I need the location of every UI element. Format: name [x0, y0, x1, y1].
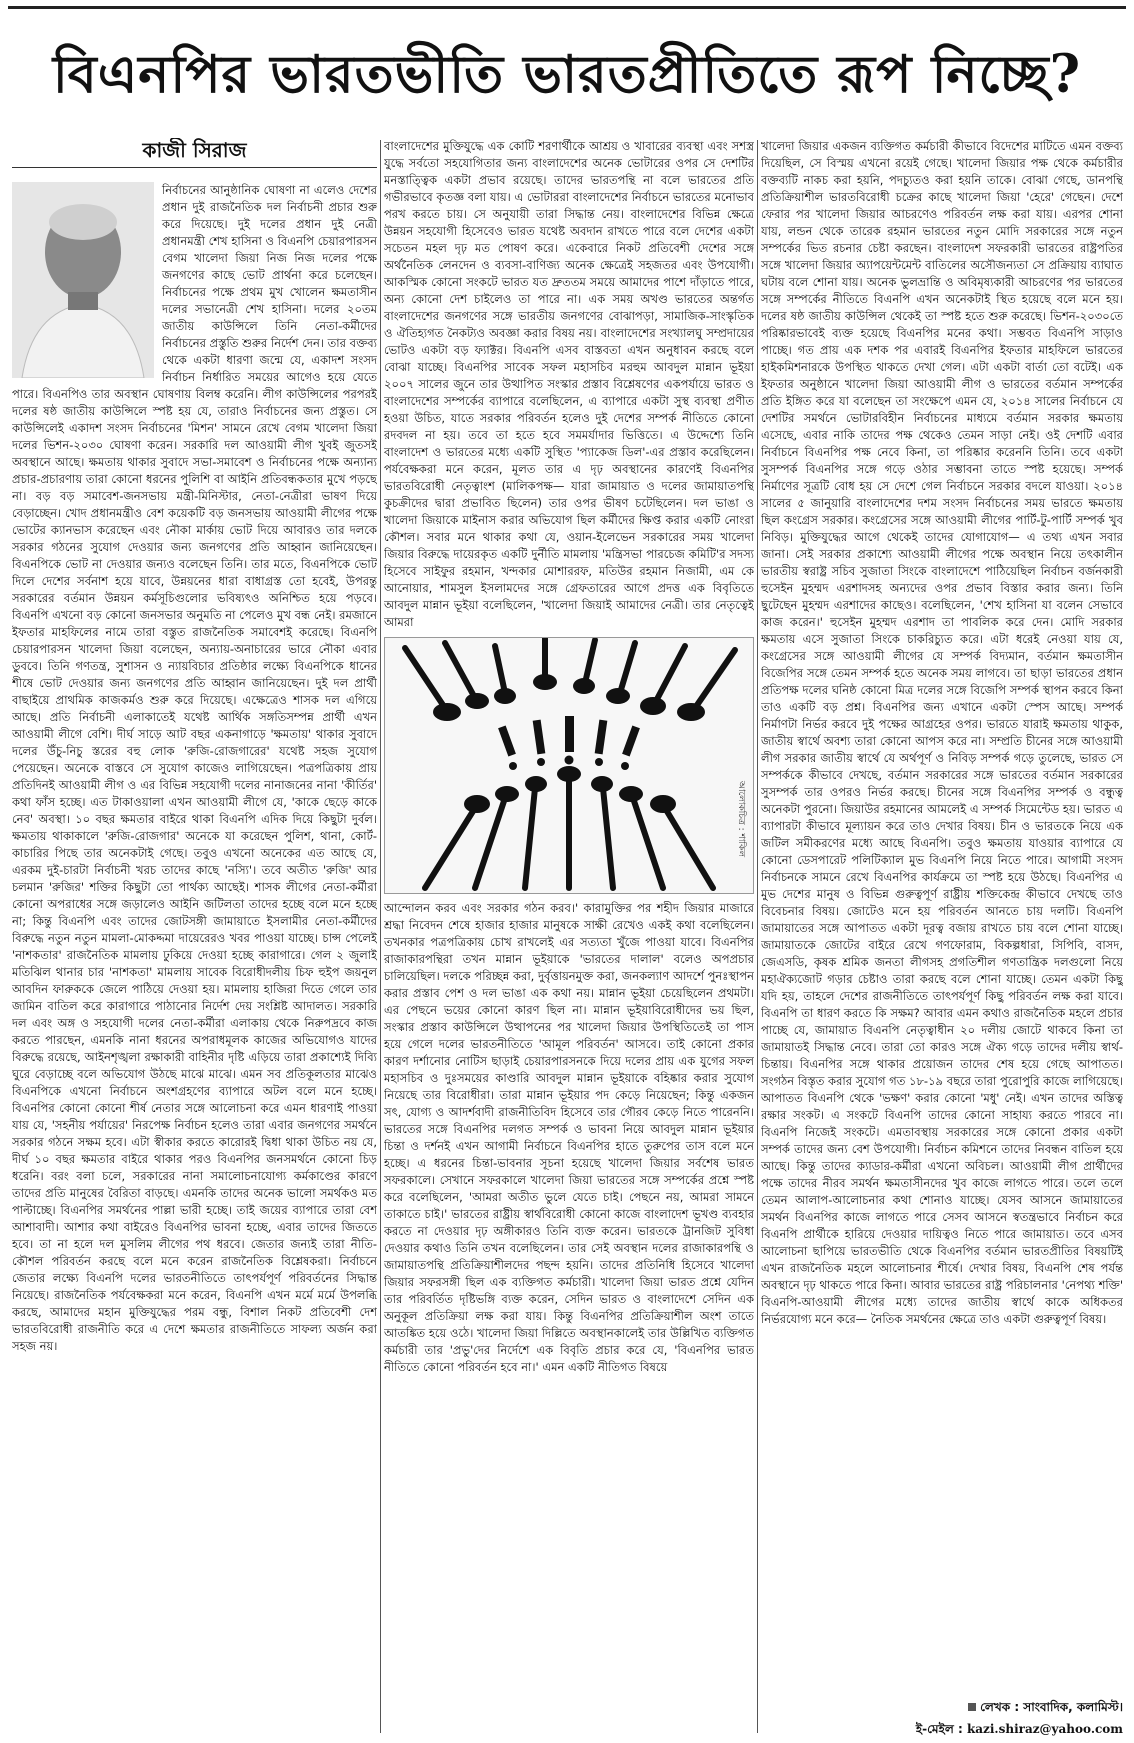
author-email-row — [761, 1718, 1123, 1740]
article-column-2 — [384, 138, 754, 1743]
article-text-col1: নির্বাচনের আনুষ্ঠানিক ঘোষণা না এলেও দেশের প্রধান দুই রাজনৈতিক দল নির্বাচনী প্রচার শুরু করে দিয়েছে। দুই দলের প্রধান দুই নেত্রী প্রধানমন্ত্রী শেখ হাসিনা ও বিএনপি চেয়ারপারসন বেগম খালেদা জিয়া নিজ নিজ দলের পক্ষে জনগণের কাছে ভোট প্রার্থনা করে চলেছেন। নির্বাচনের পক্ষে প্রথম মুখ খোলেন ক্ষমতাসীন দলের সভানেত্রী শেখ হাসিনা। দলের ২০তম জাতীয় কাউন্সিলে তিনি নেতা-কর্মীদের নির্বাচনের প্রস্তুতি শুরুর নির্দেশ দেন। তার বক্তব্য থেকে একটা ধারণা জন্মে যে, একাদশ সংসদ নির্বাচন নির্ধারিত সময়ের আগেও হয়ে যেতে পারে। বিএনপিও তার অবস্থান ঘোষণায় বিলম্ব করেনি। লীগ কাউন্সিলের পরপরই দলের ষষ্ঠ জাতীয় কাউন্সিলে স্পষ্ট হয় যে, তারাও নির্বাচনের জন্য প্রস্তুত। সে কাউন্সিলেই একাদশ সংসদ নির্বাচনের 'মিশন' সামনে রেখে বেগম খালেদা জিয়া দলের ভিশন-২০৩০ ঘোষণা করেন। সরকারি দল আওয়ামী লীগ খুবই জুতসই অবস্থানে আছে। ক্ষমতায় থাকার সুবাদে সভা-সমাবেশ ও নির্বাচনের পক্ষে অন্যান্য প্রচার-প্রচারণায় তারা কোনো ধরনের পুলিশি বা আইনি প্রতিবন্ধকতার মুখে পড়ছে না। বড় বড় সমাবেশ-জনসভায় মন্ত্রী-মিনিস্টার, নেতা-নেত্রীরা ভাষণ দিয়ে বেড়াচ্ছেন। খোদ প্রধানমন্ত্রীও বেশ কয়েকটি বড় জনসভায় আওয়ামী লীগের পক্ষে ভোটের ক্যানভাস করেছেন এবং নৌকা মার্কায় ভোট দিয়ে আবারও তার দলকে সরকার গঠনের সুযোগ দেওয়ার জন্য জনগণের প্রতি আহ্বান জানিয়েছেন। বিএনপিকে ভোট না দেওয়ার জন্যও বলেছেন তিনি। তার মতে, বিএনপিকে ভোট দিলে দেশের সর্বনাশ হয়ে যাবে, উন্নয়নের ধারা বাধাগ্রস্ত তো হবেই, উপরন্তু সরকারের বর্তমান উন্নয়ন কর্মসূচিগুলোর ভবিষ্যৎও অনিশ্চিত হয়ে পড়বে। বিএনপি এখনো বড় কোনো জনসভার অনুমতি না পেলেও মুখ বন্ধ নেই। রমজানে ইফতার মাহফিলের নামে তারা বস্তুত রাজনৈতিক সমাবেশই করেছে। বিএনপি চেয়ারপারসন খালেদা জিয়া বলেছেন, অন্যায়-অনাচারের ভারে নৌকা এবার ডুববে। তিনি গণতন্ত্র, সুশাসন ও ন্যায়বিচার প্রতিষ্ঠার লক্ষ্যে বিএনপিকে ধানের শীষে ভোট দেওয়ার জন্য জনগণের প্রতি আহ্বান জানিয়েছেন। দুই দল প্রার্থী বাছাইয়ে প্রাথমিক কাজকর্মও শুরু করে দিয়েছে। এক্ষেত্রেও শাসক দল এগিয়ে আছে। প্রতি নির্বাচনী এলাকাতেই যথেষ্ট আর্থিক সঙ্গতিসম্পন্ন প্রার্থী এখন আওয়ামী লীগে বেশি। দীর্ঘ সাড়ে আট বছর একনাগাড়ে 'ক্ষমতায়' থাকার সুবাদে দলের উঁচু-নিচু স্তরের বহু লোক 'রুজি-রোজগারের' যথেষ্ট সহজ সুযোগ পেয়েছেন। অনেকে বাস্তবে সে সুযোগ কাজেও লাগিয়েছেন। পত্রপত্রিকায় প্রায় প্রতিদিনই আওয়ামী লীগ ও এর বিভিন্ন সহযোগী দলের নানাজনের নানা 'কীর্তির' কথা ফাঁস হচ্ছে। এত টাকাওয়ালা এখন আওয়ামী লীগে যে, 'কাকে ছেড়ে কাকে নেব' অবস্থা। ১০ বছর ক্ষমতার বাইরে থাকা বিএনপি এদিক দিয়ে কিছুটা দুর্বল। ক্ষমতায় থাকাকালে 'রুজি-রোজগার' অনেকে যা করেছেন পুলিশ, থানা, কোর্ট-কাচারির পিছে তার অনেকটাই গেছে। তবুও এখনো অনেকের এত আছে যে, এরকম দুই-চারটা নির্বাচনী খরচ তাদের কাছে 'নস্যি'। তবে অতীত 'রুজি' আর চলমান 'রুজির' শক্তির কিছুটা তো পার্থক্য আছেই। শাসক লীগের নেতা-কর্মীরা কোনো অপরাধের সঙ্গে জড়ালেও আইনি জটিলতা তাদের হচ্ছে বলে মনে হচ্ছে না; কিন্তু বিএনপি এবং তাদের জোটসঙ্গী জামায়াতে ইসলামীর নেতা-কর্মীদের বিরুদ্ধে নতুন নতুন মামলা-মোকদ্দমা দায়েরেরও খবর পাওয়া যাচ্ছে। চান্স পেলেই 'নাশকতার' রাজনৈতিক মামলায় ঢুকিয়ে দেওয়া হচ্ছে কারাগারে। গেল ২ জুলাই মতিঝিল থানার চার 'নাশকতা' মামলায় সাবেক বিরোধীদলীয় চিফ হুইপ জয়নুল আবদিন ফারুককে জেলে পাঠিয়ে দেওয়া হয়। মামলায় হাজিরা দিতে গেলে তার জামিন বাতিল করে কারাগারে পাঠানোর নির্দেশ দেয় সংশ্লিষ্ট আদালত। সরকারি দল এবং অঙ্গ ও সহযোগী দলের নেতা-কর্মীরা এলাকায় থেকে নিরুপদ্রবে কাজ করতে পারছেন, এমনকি নানা ধরনের অপরাধমূলক কাজের অভিযোগও যাদের বিরুদ্ধে রয়েছে, আইনশৃঙ্খলা রক্ষাকারী বাহিনীর দৃষ্টি এড়িয়ে তারা প্রকাশ্যেই দিব্যি ঘুরে বেড়াচ্ছে বলে অভিযোগ উঠছে মাঝে মাঝে। এমন সব প্রতিকূলতার মাঝেও বিএনপিকে এখনো নির্বাচনে অংশগ্রহণের ব্যাপারে অটল বলে মনে হচ্ছে। বিএনপির কোনো কোনো শীর্ষ নেতার সঙ্গে আলোচনা করে এমন ধারণাই পাওয়া যায় যে, 'সহনীয় পর্যায়ের' নিরপেক্ষ নির্বাচন হলেও তারা এবার জনগণের সমর্থনে সরকার গঠনে সক্ষম হবে। এটা স্বীকার করতে কারোরই দ্বিধা থাকা উচিত নয় যে, দীর্ঘ ১০ বছর ক্ষমতার বাইরে থাকার পরও বিএনপির জনসমর্থনে কোনো চিড় ধরেনি। বরং বলা চলে, সরকারের নানা সমালোচনাযোগ্য কর্মকাণ্ডের কারণে তাদের প্রতি মানুষের বৈরিতা বাড়ছে। এমনকি তাদের অনেক ভালো সমর্থকও মত পাল্টাচ্ছে। বিএনপির সমর্থনের পাল্লা ভারী হচ্ছে। তাই জয়ের ব্যাপারে তারা বেশ আশাবাদী। আশার কথা বাইরেও বিএনপির ভাবনা হচ্ছে, এবার তাদের জিততে হবে। তা না হলে দল মুসলিম লীগের পথ ধরবে। জেতার জন্যই তারা নীতি-কৌশল পরিবর্তন করছে বলে মনে করেন রাজনৈতিক বিশ্লেষকরা। নির্বাচনে জেতার লক্ষ্যে বিএনপি দলের ভারতনীতিতে তাৎপর্যপূর্ণ পরিবর্তনের সিদ্ধান্ত নিয়েছে। রাজনৈতিক পর্যবেক্ষকরা মনে করেন, বিএনপি এখন মর্মে মর্মে উপলব্ধি করছে, আমাদের মহান মুক্তিযুদ্ধের পরম বন্ধু, বিশাল নিকট প্রতিবেশী দেশ ভারতবিরোধী রাজনীতি করে এ দেশে ক্ষমতার রাজনীতিতে সাফল্য অর্জন করা সহজ নয়। — [12, 183, 377, 1353]
column-divider — [380, 140, 381, 1733]
square-bullet-icon — [968, 1703, 976, 1711]
microphones-cartoon — [384, 637, 754, 894]
article-column-1 — [12, 138, 377, 1743]
article-text-col3: খালেদা জিয়ার একজন ব্যক্তিগত কর্মচারী কীভাবে বিদেশের মাটিতে এমন বক্তব্য দিয়েছিল, সে বিস্ময় এখনো রয়েই গেছে। খালেদা জিয়ার পক্ষ থেকে কর্মচারীর বক্তব্যটি নাকচ করা হয়নি, পদচ্যুতও করা হয়নি তাকে। বোঝা গেছে, ডানপন্থি প্রতিক্রিয়াশীল ভারতবিরোধী চক্রের কাছে খালেদা জিয়া 'হেরে' গেছেন। দেশে ফেরার পর খালেদা জিয়ার আচরণেও পরিবর্তন লক্ষ করা যায়। এরপর শোনা যায়, লন্ডন থেকে তারেক রহমান ভারতের নতুন মোদি সরকারের সঙ্গে নতুন সম্পর্কের ভিত রচনার চেষ্টা করছেন। বাংলাদেশ সফরকারী ভারতের রাষ্ট্রপতির সঙ্গে খালেদা জিয়ার অ্যাপয়েন্টমেন্ট বাতিলের অসৌজন্যতা সে প্রক্রিয়ায় ব্যাঘাত ঘটায় বলে শোনা যায়। অনেক ভুলভ্রান্তি ও অবিমৃষ্যকারী আচরণের পর ভারতের সঙ্গে সম্পর্কের নীতিতে বিএনপি এখন অনেকটাই স্থিত হয়েছে বলে মনে হয়। দলের ষষ্ঠ জাতীয় কাউন্সিল থেকেই তা স্পষ্ট হতে শুরু করেছে। ভিশন-২০৩০তে পরিষ্কারভাবেই ব্যক্ত হয়েছে বিএনপির মনের কথা। সম্ভবত বিএনপি সাড়াও পাচ্ছে। গত প্রায় এক দশক পর এবারই বিএনপির ইফতার মাহফিলে ভারতের হাইকমিশনারকে উপস্থিত থাকতে দেখা গেল। এটা একটা বার্তা তো বটেই। এক ইফতার অনুষ্ঠানে খালেদা জিয়া আওয়ামী লীগ ও ভারতের বর্তমান সম্পর্কের প্রতি ইঙ্গিত করে যা বলেছেন তা সংক্ষেপে এমন যে, ২০১৪ সালের নির্বাচনে যে দেশটির সমর্থনে ভোটারবিহীন নির্বাচনের মাধ্যমে বর্তমান সরকার ক্ষমতায় এসেছে, এবার নাকি তাদের পক্ষ থেকেও তেমন সাড়া নেই। ওই দেশটি এবার নির্বাচনে বিএনপির পক্ষ নেবে কিনা, তা পরিষ্কার করেননি তিনি। তবে একটা সুসম্পর্ক বিএনপির সঙ্গে গড়ে ওঠার সম্ভাবনা তাতে স্পষ্ট হয়েছে। সম্পর্ক নির্মাণের সূত্রটি বোধ হয় সে দেশে গেল নির্বাচনে সরকার বদলে যাওয়া। ২০১৪ সালের ৫ জানুয়ারি বাংলাদেশের দশম সংসদ নির্বাচনের সময় ভারতে ক্ষমতায় ছিল কংগ্রেস সরকার। কংগ্রেসের সঙ্গে আওয়ামী লীগের পার্টি-টু-পার্টি সম্পর্ক খুব নিবিড়। মুক্তিযুদ্ধের আগে থেকেই তাদের যোগাযোগ— এ তথ্য এখন সবার জানা। সেই সরকার প্রকাশ্যে আওয়ামী লীগের পক্ষে অবস্থান নিয়ে তৎকালীন ভারতীয় স্বরাষ্ট্র সচিব সুজাতা সিংকে বাংলাদেশে পাঠিয়েছিল নির্বাচন বর্জনকারী হুসেইন মুহম্মদ এরশাদসহ অন্যদের ওপর প্রভাব বিস্তার করার জন্য। তিনি ছুটেছেন মুহম্মদ এরশাদের কাছেও। বলেছিলেন, 'শেখ হাসিনা যা বলেন সেভাবে কাজ করেন।' হুসেইন মুহম্মদ এরশাদ তা পাবলিক করে দেন। মোদি সরকার ক্ষমতায় এসে সুজাতা সিংকে চাকরিচ্যুত করে। এটা ধরেই নেওয়া যায় যে, কংগ্রেসের সঙ্গে আওয়ামী লীগের যে সম্পর্ক বিদ্যমান, বর্তমান ক্ষমতাসীন বিজেপির সঙ্গে তেমন সম্পর্ক হতে অনেক সময় লাগবে। তা ছাড়া ভারতের প্রধান প্রতিপক্ষ দলের ঘনিষ্ঠ কোনো মিত্র দলের সঙ্গে বিজেপি সম্পর্ক স্থাপন করবে কিনা তাও একটি বড় প্রশ্ন। বিএনপির জন্য এখানে একটা স্পেস আছে। সম্পর্ক নির্মাণটা নির্ভর করবে দুই পক্ষের আগ্রহের ওপর। ভারতে যারাই ক্ষমতায় থাকুক, জাতীয় স্বার্থে অবশ্য তারা কোনো আপস করে না। সম্প্রতি চীনের সঙ্গে আওয়ামী লীগ সরকার জাতীয় স্বার্থে যে অর্থপূর্ণ ও নিবিড় সম্পর্ক গড়ে তুলেছে, ভারত সে সম্পর্ককে কীভাবে দেখছে, বর্তমান সরকারের সঙ্গে ভারতের বর্তমান সরকারের সুসম্পর্ক তার ওপরও নির্ভর করছে। চীনের সঙ্গে বিএনপির সম্পর্ক ও বন্ধুত্ব অনেকটা পুরনো। জিয়াউর রহমানের আমলেই এ সম্পর্ক সিমেন্টেড হয়। ভারত এ ব্যাপারটা কীভাবে মূল্যায়ন করে তাও দেখার বিষয়। চীন ও ভারতকে নিয়ে এক জটিল সমীকরণের মধ্যে আছে বিএনপি। তবুও ক্ষমতায় যাওয়ার ব্যাপারে যে কোনো ডেসপারেট পলিটিক্যাল মুভ বিএনপি নিয়ে নিতে পারে। আগামী সংসদ নির্বাচনকে সামনে রেখে বিএনপির কার্যক্রমে তা স্পষ্ট হয়ে উঠছে। বিএনপির এ মুভ দেশের মানুষ ও বিভিন্ন গুরুত্বপূর্ণ রাষ্ট্রীয় শক্তিকেন্দ্র কীভাবে দেখছে তাও বিবেচনার বিষয়। জোটেও মনে হয় পরিবর্তন আনতে চায় দলটি। বিএনপি জামায়াতের সঙ্গে আপাতত একটা দূরত্ব বজায় রাখতে চায় বলে শোনা যাচ্ছে। জামায়াতকে জোটের বাইরে রেখে গণফোরাম, বিকল্পধারা, সিপিবি, বাসদ, জেএসডি, কৃষক শ্রমিক জনতা লীগসহ প্রগতিশীল গণতান্ত্রিক দলগুলো নিয়ে মহাঐক্যজোট গড়ার চেষ্টাও তারা করছে বলে শোনা যাচ্ছে। তেমন একটা কিছু যদি হয়, তাহলে দেশের রাজনীতিতে তাৎপর্যপূর্ণ কিছু পরিবর্তন লক্ষ করা যাবে। বিএনপি তা ধারণ করতে কি সক্ষম? আবার এমন কথাও রাজনৈতিক মহলে প্রচার পাচ্ছে যে, জামায়াত বিএনপি নেতৃত্বাধীন ২০ দলীয় জোটে থাকবে কিনা তা জামায়াতই সিদ্ধান্ত নেবে। তারা তো কারও সঙ্গে ঐক্য গড়ে তাদের দলীয় স্বার্থ-চিন্তায়। বিএনপির সঙ্গে থাকার প্রয়োজন তাদের শেষ হয়ে গেছে আপাতত। সংগঠন বিস্তৃত করার সুযোগ গত ১৮-১৯ বছরে তারা পুরোপুরি কাজে লাগিয়েছে। আপাতত বিএনপি থেকে 'ভক্ষণ' করার কোনো 'মধু' নেই। এখন তাদের অস্তিত্ব রক্ষার সংকট। এ সংকটে বিএনপি তাদের কোনো সাহায্য করতে পারবে না। বিএনপি নিজেই সংকটে। এমতাবস্থায় সরকারের সঙ্গে কোনো প্রকার একটা সম্পর্ক তাদের জন্য বেশ উপযোগী। নির্বাচন কমিশনে তাদের নিবন্ধন বাতিল হয়ে আছে। কিন্তু তাদের ক্যাডার-কর্মীরা এখনো অবিচল। আওয়ামী লীগ প্রার্থীদের পক্ষে তাদের নীরব সমর্থন ক্ষমতাসীনদের খুব কাজে লাগতে পারে। তলে তলে তেমন আলাপ-আলোচনার কথা শোনাও যাচ্ছে। যেসব আসনে জামায়াতের সমর্থন বিএনপির কাজে লাগতে পারে সেসব আসনে স্বতন্ত্রভাবে নির্বাচন করে বিএনপি প্রার্থীকে হারিয়ে দেওয়ার দায়িত্বও নিতে পারে জামায়াত। তবে এসব আলোচনা ছাপিয়ে ভারতভীতি থেকে বিএনপির বর্তমান ভারতপ্রীতির বিষয়টিই এখন রাজনৈতিক মহলে আলোচনার শীর্ষে। দেখার বিষয়, বিএনপি শেষ পর্যন্ত অবস্থানে দৃঢ় থাকতে পারে কিনা। আবার ভারতের রাষ্ট্র পরিচালনার 'নেপথ্য শক্তি' বিএনপি-আওয়ামী লীগের মধ্যে তাদের জাতীয় স্বার্থে কাকে অধিকতর নির্ভরযোগ্য মনে করে— নৈতিক সমর্থনের ক্ষেত্রে তাও একটা গুরুত্বপূর্ণ বিষয়। — [761, 139, 1123, 1326]
column-divider — [757, 140, 758, 1733]
author-footer — [761, 1696, 1123, 1740]
article-column-3 — [761, 138, 1123, 1688]
author-email-link[interactable]: kazi.shiraz@yahoo.com — [966, 1722, 1123, 1736]
article-text-col2-bottom: আন্দোলন করব এবং সরকার গঠন করব।' কারামুক্তির পর শহীদ জিয়ার মাজারে শ্রদ্ধা নিবেদন শেষে হাজার হাজার মানুষকে সাক্ষী রেখেও একই কথা বলেছিলেন। তখনকার পত্রপত্রিকায় চোখ রাখলেই এর সত্যতা খুঁজে পাওয়া যাবে। বিএনপির রাজাকারপন্থিরা তখন মান্নান ভূইয়াকে 'ভারতের দালাল' বলেও অপপ্রচার চালিয়েছিল। দলকে পরিচ্ছন্ন করা, দুর্বৃত্তায়নমুক্ত করা, জনকল্যাণ আদর্শে পুনঃস্থাপন করার প্রস্তাব পেশ ও দল ভাঙা এক কথা নয়। মান্নান ভূইয়া চেয়েছিলেন প্রথমটা। এর পেছনে ভয়ের কোনো কারণ ছিল না। মান্নান ভূইয়াবিরোধীদের ভয় ছিল, সংস্কার প্রস্তাব কাউন্সিলে উত্থাপনের পর খালেদা জিয়ার উপস্থিতিতেই তা পাস হয়ে গেলে দলের ভারতনীতিতে 'আমূল পরিবর্তন' আসবে। তাই কোনো প্রকার কারণ দর্শানোর নোটিস ছাড়াই চেয়ারপারসনকে দিয়ে দলের প্রায় এক যুগের সফল মহাসচিব ও দুঃসময়ের কাণ্ডারি আবদুল মান্নান ভূইয়াকে বহিষ্কার করার সুযোগ নিয়েছে তার বিরোধীরা। তারা মান্নান ভূইয়ার পদ কেড়ে নিয়েছেন; কিন্তু একজন সৎ, যোগ্য ও আদর্শবাদী রাজনীতিবিদ হিসেবে তার গৌরব কেড়ে নিতে পারেননি। ভারতের সঙ্গে বিএনপির দলগত সম্পর্ক ও ভাবনা নিয়ে আবদুল মান্নান ভূইয়ার চিন্তা ও দর্শনই এখন আগামী নির্বাচনে বিএনপির হাতে তুরুপের তাস বলে মনে হচ্ছে। এ ধরনের চিন্তা-ভাবনার সূচনা হয়েছে খালেদা জিয়ার সর্বশেষ ভারত সফরকালে। সেখানে সফরকালে খালেদা জিয়া ভারতের সঙ্গে সম্পর্কের প্রশ্নে স্পষ্ট করে বলেছিলেন, 'আমরা অতীত ভুলে যেতে চাই। পেছনে নয়, আমরা সামনে তাকাতে চাই।' ভারতের রাষ্ট্রীয় স্বার্থবিরোধী কোনো কাজে বাংলাদেশ ভূখণ্ড ব্যবহার করতে না দেওয়ার দৃঢ় অঙ্গীকারও তিনি ব্যক্ত করেন। ভারতকে ট্রানজিট সুবিধা দেওয়ার কথাও তিনি তখন বলেছিলেন। তার সেই অবস্থান দলের রাজাকারপন্থি ও জামায়াতপন্থি প্রতিক্রিয়াশীলদের পছন্দ হয়নি। তাদের প্রতিনিধি হিসেবে খালেদা জিয়ার সফরসঙ্গী ছিল এক ব্যক্তিগত কর্মচারী। খালেদা জিয়া ভারত প্রশ্নে যেদিন তার পরিবর্তিত দৃষ্টিভঙ্গি ব্যক্ত করেন, সেদিন ভারত ও বাংলাদেশে সেদিন এক অনুকূল প্রতিক্রিয়া লক্ষ করা যায়। কিন্তু বিএনপির প্রতিক্রিয়াশীল অংশ তাতে আতঙ্কিত হয়ে ওঠে। খালেদা জিয়া দিল্লিতে অবস্থানকালেই তার উল্লিখিত ব্যক্তিগত কর্মচারী তার 'প্রভু'দের নির্দেশে এক বিবৃতি প্রচার করে যে, 'বিএনপির ভারত নীতিতে কোনো পরিবর্তন হবে না।' এমন একটি নীতিগত বিষয়ে — [384, 901, 754, 1374]
author-note — [761, 1696, 1123, 1718]
top-rule — [8, 6, 1126, 9]
article-text-col2-top: বাংলাদেশের মুক্তিযুদ্ধে এক কোটি শরণার্থীকে আশ্রয় ও খাবারের ব্যবস্থা এবং সশস্ত্র যুদ্ধে সর্বতো সহযোগিতার জন্য বাংলাদেশের অনেক ভোটারের ওপর সে দেশটির মনস্তাত্ত্বিক একটা প্রভাব রয়েছে। তাদের ভারতপন্থি না বলে ভারতের প্রতি গভীরভাবে কৃতজ্ঞ বলা যায়। এ ভোটাররা বাংলাদেশের নির্বাচনে ভারতের মনোভাব পরখ করতে চায়। সে অনুযায়ী তারা সিদ্ধান্ত নেয়। বাংলাদেশের বিভিন্ন ক্ষেত্রে উন্নয়ন সহযোগী হিসেবেও ভারত যথেষ্ট অবদান রাখতে পারে বলে দেশের একটা সচেতন মহল দৃঢ় মত পোষণ করে। একেবারে নিকট প্রতিবেশী দেশের সঙ্গে অর্থনৈতিক লেনদেন ও ব্যবসা-বাণিজ্য অনেক ক্ষেত্রেই সহজতর এবং উপযোগী। আকস্মিক কোনো সংকটে ভারত যত দ্রুততম সময়ে আমাদের পাশে দাঁড়াতে পারে, অন্য কোনো দেশ চাইলেও তা পারে না। এক সময় অখণ্ড ভারতের অন্তর্গত বাংলাদেশের জনগণের সঙ্গে ভারতীয় জনগণের বোঝাপড়া, সামাজিক-সাংস্কৃতিক ও ঐতিহ্যগত নৈকট্যও অবজ্ঞা করার বিষয় নয়। বাংলাদেশের সংখ্যালঘু সম্প্রদায়ের ভোটও একটা বড় ফ্যাক্টর। বিএনপি এসব বাস্তবতা এখন অনুধাবন করছে বলে বোঝা যাচ্ছে। বিএনপির সাবেক সফল মহাসচিব মরহুম আবদুল মান্নান ভূইয়া ২০০৭ সালের জুনে তার উত্থাপিত সংস্কার প্রস্তাব বিশ্লেষণের একপর্যায়ে ভারত ও বাংলাদেশের সম্পর্কের ব্যাপারে বলেছিলেন, এ ব্যাপারে একটা সুস্থ ব্যবস্থা প্রণীত হওয়া উচিত, যাতে সরকার পরিবর্তন হলেও দুই দেশের সম্পর্ক নীতিতে কোনো রদবদল না হয়। তবে তা হতে হবে সমমর্যাদার ভিত্তিতে। এ উদ্দেশ্যে তিনি বাংলাদেশ ও ভারতের মধ্যে একটি সুস্থিত 'প্যাকেজ ডিল'-এর প্রস্তাব করেছিলেন। পর্যবেক্ষকরা মনে করেন, মূলত তার এ দৃঢ় অবস্থানের কারণেই বিএনপির ভারতবিরোধী নেতৃত্বাংশ (মালিকপক্ষ— যারা জামায়াত ও দলের জামায়াতপন্থি কুচক্রীদের দ্বারা প্রভাবিত ছিলেন) তার ওপর ভীষণ চটেছিলেন। দল ভাঙা ও খালেদা জিয়াকে মাইনাস করার অভিযোগ ছিল কর্মীদের ক্ষিপ্ত করার একটি নোংরা কৌশল। সবার মনে থাকার কথা যে, ওয়ান-ইলেভেন সরকারের সময় খালেদা জিয়ার বিরুদ্ধে দায়েরকৃত একটি দুর্নীতি মামলায় 'মন্ত্রিসভা পারচেজ কমিটি'র সদস্য হিসেবে সাইফুর রহমান, খন্দকার মোশাররফ, মতিউর রহমান নিজামী, এম কে আনোয়ার, শামসুল ইসলামদের সঙ্গে গ্রেফতারের আগে প্রদত্ত এক বিবৃতিতে আবদুল মান্নান ভূইয়া বলেছিলেন, 'খালেদা জিয়াই আমাদের নেত্রী। তার নেতৃত্বেই আমরা — [384, 139, 754, 629]
cartoon-credit: আলোকচিত্র : শাকিল — [736, 780, 746, 857]
author-photo — [12, 182, 154, 378]
byline: কাজী সিরাজ — [12, 138, 377, 168]
email-label: ই-মেইল : — [915, 1722, 963, 1736]
microphones-illustration — [385, 638, 753, 893]
headline: বিএনপির ভারতভীতি ভারতপ্রীতিতে রূপ নিচ্ছে? — [52, 43, 1082, 105]
author-label: লেখক : সাংবাদিক, কলামিস্ট। — [980, 1700, 1123, 1714]
author-portrait-icon — [12, 182, 154, 378]
